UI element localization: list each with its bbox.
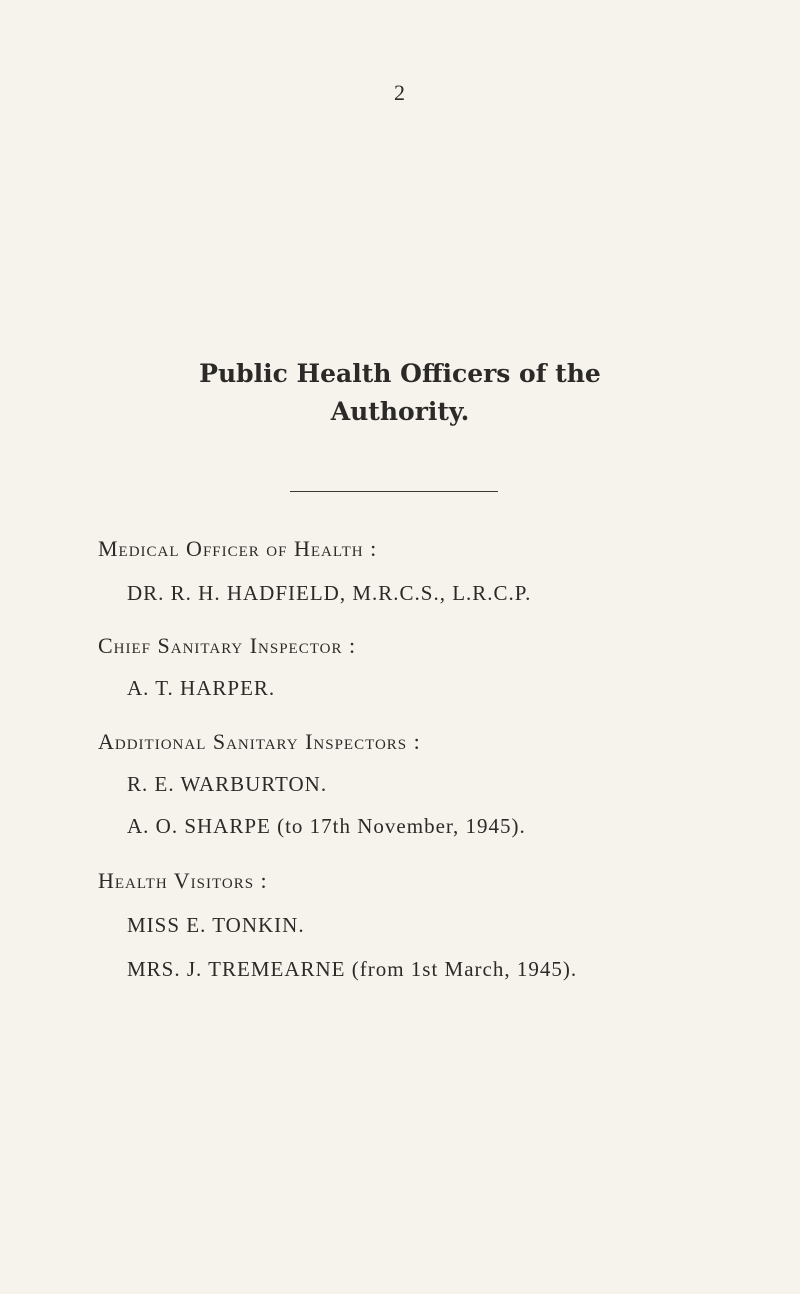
section-heading-additional-inspectors: Additional Sanitary Inspectors : <box>98 729 421 754</box>
section-heading-chief-sanitary-inspector: Chief Sanitary Inspector : <box>98 633 357 658</box>
page-title <box>0 355 800 431</box>
title-divider <box>290 491 498 492</box>
title-line-1: Public Health Officers of the <box>199 359 601 388</box>
title-line-2: Authority. <box>330 397 470 426</box>
section-heading-medical-officer: Medical Officer of Health : <box>98 536 378 561</box>
officer-entry: R. E. WARBURTON. <box>127 772 328 796</box>
officer-entry: MRS. J. TREMEARNE (from 1st March, 1945). <box>127 957 578 981</box>
officer-entry: MISS E. TONKIN. <box>127 913 305 937</box>
page-number: 2 <box>394 80 406 105</box>
section-heading-health-visitors: Health Visitors : <box>98 868 268 893</box>
officer-entry: A. T. HARPER. <box>127 676 276 700</box>
officer-entry: DR. R. H. HADFIELD, M.R.C.S., L.R.C.P. <box>127 581 532 605</box>
officer-entry: A. O. SHARPE (to 17th November, 1945). <box>127 814 526 838</box>
